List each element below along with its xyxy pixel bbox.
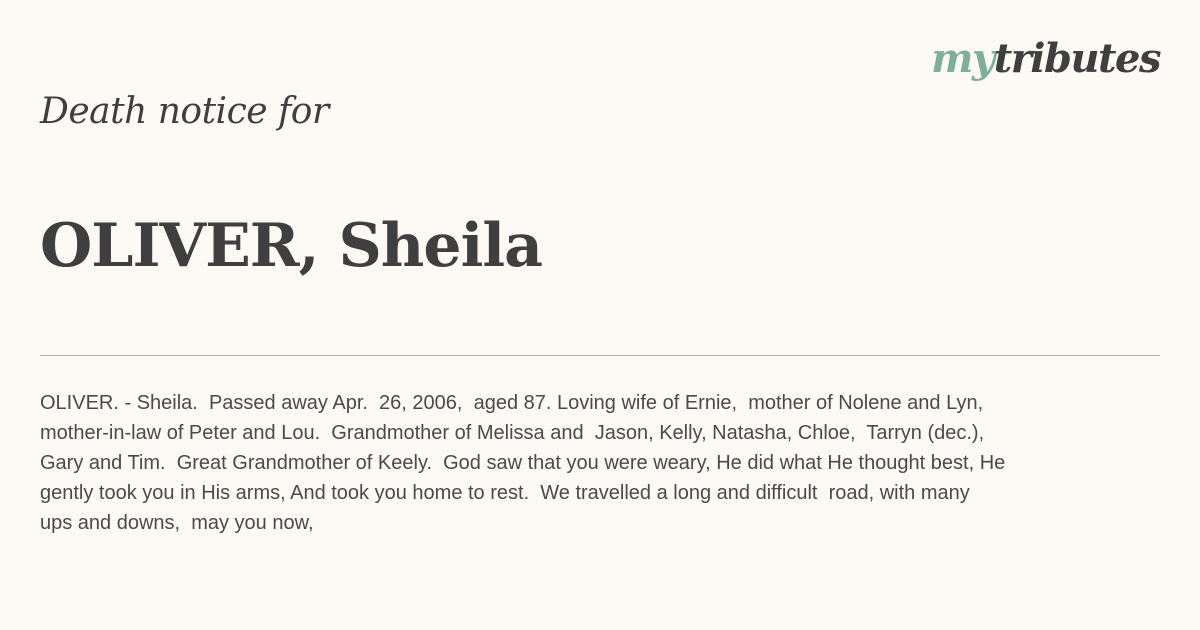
mytributes-logo[interactable]	[931, 34, 1160, 84]
death-notice-label: Death notice for	[40, 91, 329, 132]
logo-tributes-text: tributes	[993, 35, 1160, 82]
notice-body-text: OLIVER. - Sheila. Passed away Apr. 26, 2006, aged 87. Loving wife of Ernie, mother of Nolene and Lyn, mother-in-law of Peter and Lou. Grandmother of Melissa and Jason, Kelly, Natasha, Chloe, Tarryn (dec.), Gary and Tim. Great Grandmother of Keely. God saw that you were weary, He did what He thought best, He gently took you in His arms, And took you home to rest. We travelled a long and difficult road, with many ups and downs, may you now,	[40, 392, 1006, 534]
deceased-name-heading: OLIVER, Sheila	[40, 211, 543, 281]
logo-my-text: my	[931, 35, 994, 82]
section-divider	[40, 355, 1160, 356]
